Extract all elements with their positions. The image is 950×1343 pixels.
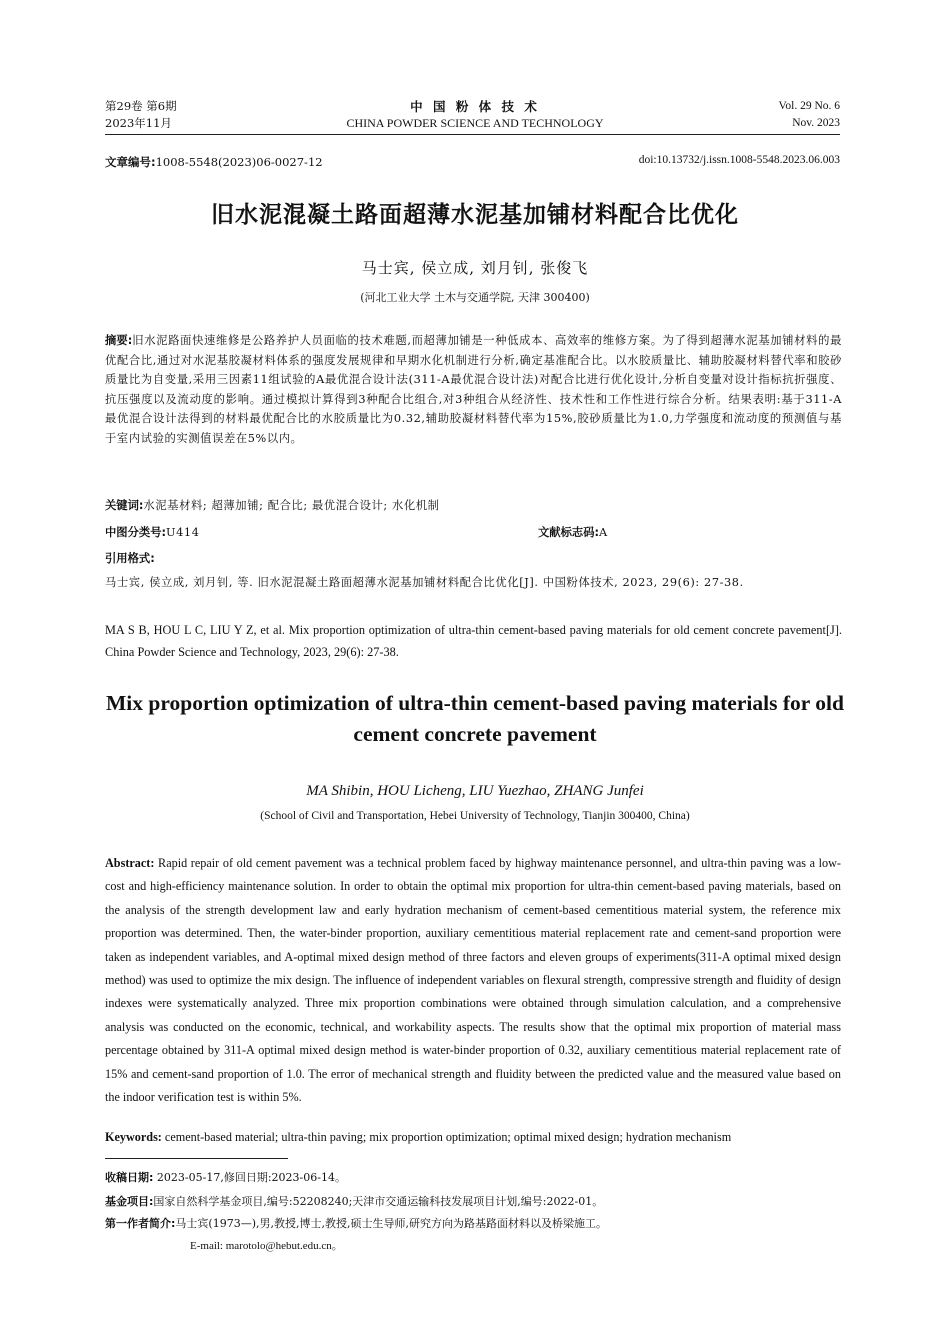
keywords-en-label: Keywords: bbox=[105, 1130, 162, 1144]
author-label: 第一作者简介: bbox=[105, 1217, 176, 1230]
abstract-cn bbox=[105, 331, 842, 448]
title-en: Mix proportion optimization of ultra-thin cement-based paving materials for old cement concrete pavement bbox=[106, 691, 844, 746]
doi: doi:10.13732/j.issn.1008-5548.2023.06.003 bbox=[638, 154, 840, 166]
received-text: 2023-05-17,修回日期:2023-06-14。 bbox=[153, 1171, 346, 1184]
keywords-cn-text: 水泥基材料; 超薄加铺; 配合比; 最优混合设计; 水化机制 bbox=[143, 499, 440, 512]
fund-text: 国家自然科学基金项目,编号:52208240;天津市交通运输科技发展项目计划,编号:2022-01。 bbox=[153, 1195, 604, 1208]
clc-value: U414 bbox=[166, 526, 200, 539]
date-en: Nov. 2023 bbox=[792, 117, 840, 129]
footnote-author bbox=[105, 1214, 842, 1234]
running-header-center bbox=[275, 98, 675, 132]
running-header-right bbox=[779, 98, 840, 132]
doc-code-label: 文献标志码: bbox=[538, 526, 600, 539]
abstract-cn-label: 摘要: bbox=[105, 334, 133, 347]
authors-cn: 马士宾, 侯立成, 刘月钊, 张俊飞 bbox=[361, 259, 589, 277]
abstract-en-text: Rapid repair of old cement pavement was a technical problem faced by highway maintenance personnel, and ultra-thin paving was a low-cost and high-efficiency maintenance solution. In order to obtain the optimal mix proportion for ultra-thin cement-based paving materials, based on the analysis of the strength development law and early hydration mechanism of cement-based cementitious material system, the reference mix proportion was determined. Then, the water-binder proportion, auxiliary cementitious material replacement rate and cement-sand proportion were taken as independent variables, and A-optimal mixed design method of three factors and eleven groups of experiments(311-A optimal mixed design method) was used to optimize the mix design. The influence of independent variables on flexural strength, compressive strength and fluidity of design indexes were systematically analyzed. Three mix proportion combinations were obtained through simulation calculation, and a comprehensive analysis was conducted on the economic, technical, and workability aspects. The results show that the optimal mix proportion of material mass percentage obtained by 311-A optimal mixed design method is water-binder proportion of 0.32, auxiliary cementitious material replacement rate of 15% and cement-sand proportion of 1.0. The error of mechanical strength and fluidity between the predicted value and the measured value based on the indoor verification test is within 5%. bbox=[105, 856, 841, 1105]
footnote-fund bbox=[105, 1192, 842, 1212]
article-number bbox=[105, 154, 323, 170]
citation-label bbox=[105, 549, 842, 569]
footnote-email: E-mail: marotolo@hebut.edu.cn。 bbox=[190, 1240, 343, 1252]
date-cn: 2023年11月 bbox=[105, 116, 172, 130]
affiliation-en: (School of Civil and Transportation, Hebei University of Technology, Tianjin 300400, China) bbox=[260, 810, 690, 822]
citation-en: MA S B, HOU L C, LIU Y Z, et al. Mix proportion optimization of ultra-thin cement-based paving materials for old cement concrete pavement[J]. China Powder Science and Technology, 2023, 29(6): 27-38. bbox=[105, 623, 842, 659]
keywords-cn-label: 关键词: bbox=[105, 499, 144, 512]
footnote-received bbox=[105, 1168, 842, 1188]
journal-name-cn: 中 国 粉 体 技 术 bbox=[410, 99, 540, 114]
author-text: 马士宾(1973—),男,教授,博士,教授,硕士生导师,研究方向为路基路面材料以及桥梁施工。 bbox=[175, 1217, 607, 1230]
volume-en: Vol. 29 No. 6 bbox=[778, 100, 840, 112]
received-label: 收稿日期: bbox=[105, 1171, 154, 1184]
authors-en: MA Shibin, HOU Licheng, LIU Yuezhao, ZHANG Junfei bbox=[306, 783, 644, 799]
clc-label: 中图分类号: bbox=[105, 526, 167, 539]
affiliation-cn: (河北工业大学 土木与交通学院, 天津 300400) bbox=[360, 291, 590, 304]
keywords-en-text: cement-based material; ultra-thin paving; mix proportion optimization; optimal mixed design; hydration mechanism bbox=[161, 1130, 732, 1144]
fund-label: 基金项目: bbox=[105, 1195, 154, 1208]
citation-label-text: 引用格式: bbox=[105, 552, 155, 565]
journal-name-en: CHINA POWDER SCIENCE AND TECHNOLOGY bbox=[346, 116, 604, 130]
abstract-cn-text: 旧水泥路面快速维修是公路养护人员面临的技术难题,而超薄加铺是一种低成本、高效率的维修方案。为了得到超薄水泥基加铺材料的最优配合比,通过对水泥基胶凝材料体系的强度发展规律和早期水化机制进行分析,确定基准配合比。以水胶质量比、辅助胶凝材料替代率和胶砂质量比为自变量,采用三因素11组试验的A最优混合设计法(311-A最优混合设计法)对配合比进行优化设计,分析自变量对设计指标抗折强度、抗压强度以及流动度的影响。通过模拟计算得到3种配合比组合,对3种组合从经济性、技术性和工作性进行综合分析。结果表明:基于311-A最优混合设计法得到的材料最优配合比的水胶质量比为0.32,辅助胶凝材料替代率为15%,胶砂质量比为1.0,力学强度和流动度的预测值与基于室内试验的实测值误差在5%以内。 bbox=[105, 334, 842, 445]
volume-cn: 第29卷 第6期 bbox=[105, 99, 177, 113]
running-header-left bbox=[105, 98, 177, 132]
citation-cn: 马士宾, 侯立成, 刘月钊, 等. 旧水泥混凝土路面超薄水泥基加铺材料配合比优化[J]. 中国粉体技术, 2023, 29(6): 27-38. bbox=[105, 576, 744, 589]
abstract-en-label: Abstract: bbox=[105, 856, 155, 870]
doc-code-value: A bbox=[599, 526, 608, 539]
title-cn: 旧水泥混凝土路面超薄水泥基加铺材料配合比优化 bbox=[211, 202, 739, 228]
document-code bbox=[538, 523, 838, 543]
header-rule bbox=[105, 134, 840, 135]
keywords-en bbox=[105, 1126, 841, 1149]
article-number-value: 1008-5548(2023)06-0027-12 bbox=[155, 155, 323, 169]
footnote-rule bbox=[105, 1158, 288, 1159]
article-number-label: 文章编号: bbox=[105, 155, 156, 169]
abstract-en bbox=[105, 852, 841, 1109]
keywords-cn bbox=[105, 496, 842, 516]
